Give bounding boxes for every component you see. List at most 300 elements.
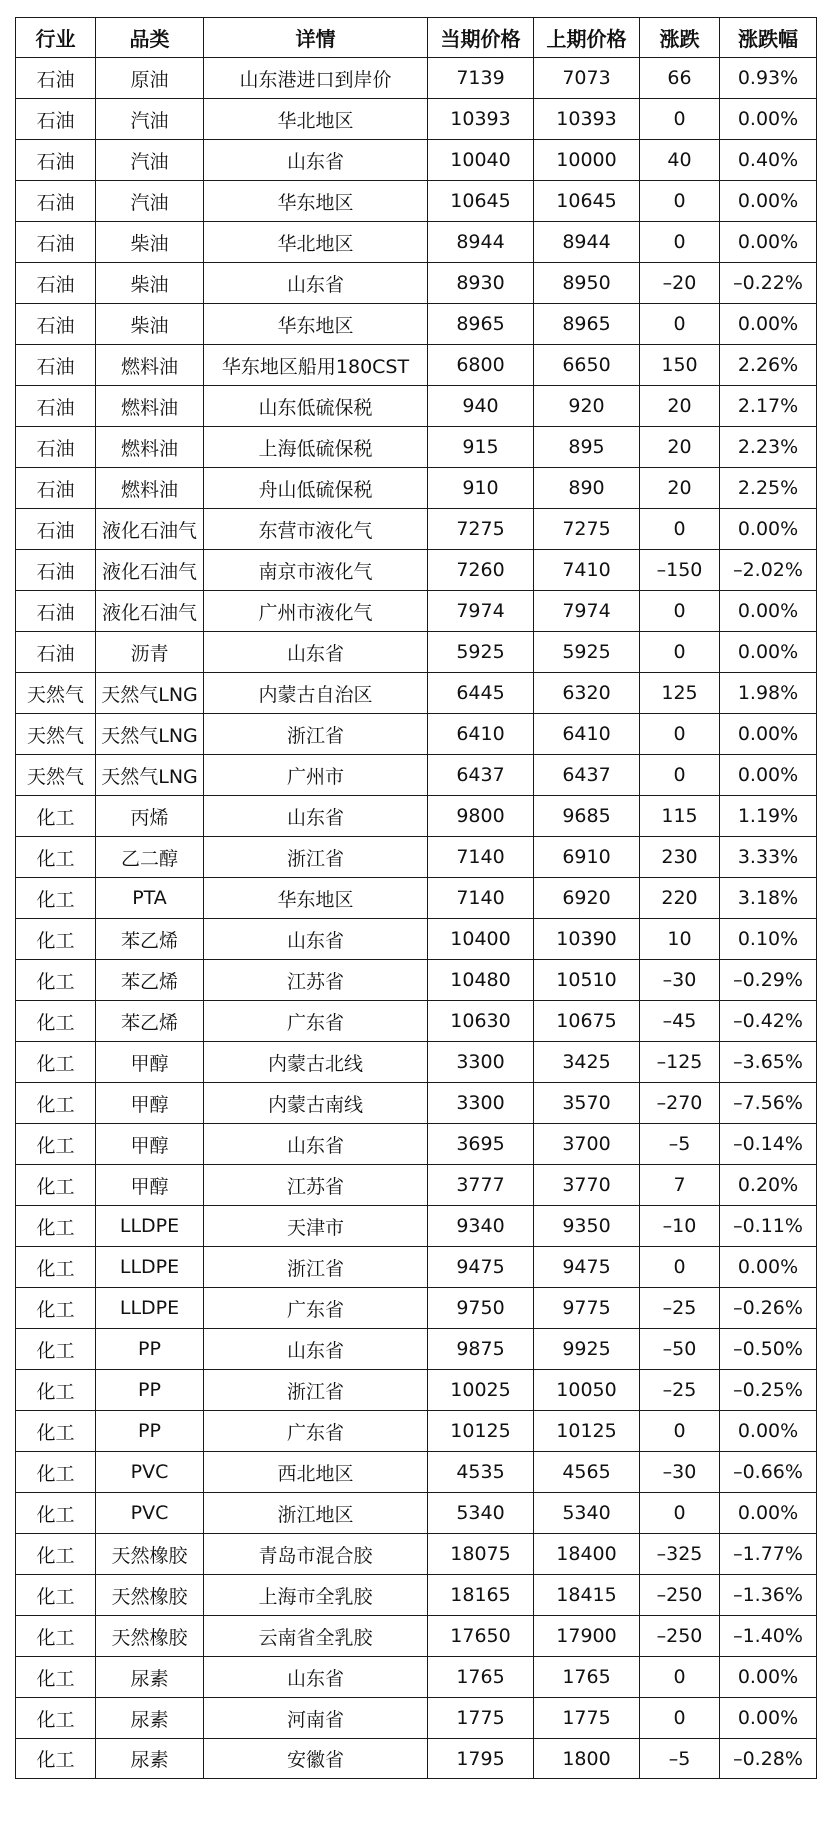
- previous-price-cell: 9685: [534, 796, 640, 837]
- change-cell: –270: [640, 1083, 720, 1124]
- table-row: [16, 1370, 817, 1411]
- detail-cell: 华东地区: [204, 304, 428, 345]
- detail-cell: 山东低硫保税: [204, 386, 428, 427]
- current-price-cell: 7974: [428, 591, 534, 632]
- table-row: [16, 263, 817, 304]
- detail-cell: 广东省: [204, 1411, 428, 1452]
- industry-cell: 化工: [16, 1534, 96, 1575]
- change-percent-cell: 0.00%: [720, 1493, 817, 1534]
- current-price-cell: 10040: [428, 140, 534, 181]
- change-percent-cell: –0.25%: [720, 1370, 817, 1411]
- category-cell: 汽油: [96, 140, 204, 181]
- change-percent-cell: 2.17%: [720, 386, 817, 427]
- industry-cell: 化工: [16, 1206, 96, 1247]
- detail-cell: 山东省: [204, 796, 428, 837]
- detail-cell: 东营市液化气: [204, 509, 428, 550]
- detail-cell: 山东省: [204, 632, 428, 673]
- previous-price-cell: 890: [534, 468, 640, 509]
- change-cell: 0: [640, 181, 720, 222]
- current-price-cell: 3777: [428, 1165, 534, 1206]
- category-cell: 柴油: [96, 304, 204, 345]
- category-cell: 天然橡胶: [96, 1534, 204, 1575]
- current-price-cell: 4535: [428, 1452, 534, 1493]
- header-current-price: 当期价格: [428, 18, 534, 58]
- detail-cell: 广州市: [204, 755, 428, 796]
- change-cell: 0: [640, 222, 720, 263]
- table-row: [16, 1411, 817, 1452]
- detail-cell: 上海低硫保税: [204, 427, 428, 468]
- previous-price-cell: 10645: [534, 181, 640, 222]
- industry-cell: 石油: [16, 304, 96, 345]
- category-cell: 液化石油气: [96, 509, 204, 550]
- detail-cell: 安徽省: [204, 1739, 428, 1779]
- header-previous-price: 上期价格: [534, 18, 640, 58]
- change-cell: 10: [640, 919, 720, 960]
- change-cell: –10: [640, 1206, 720, 1247]
- category-cell: 燃料油: [96, 427, 204, 468]
- previous-price-cell: 10510: [534, 960, 640, 1001]
- current-price-cell: 10125: [428, 1411, 534, 1452]
- previous-price-cell: 10000: [534, 140, 640, 181]
- category-cell: 天然气LNG: [96, 755, 204, 796]
- current-price-cell: 6410: [428, 714, 534, 755]
- previous-price-cell: 6920: [534, 878, 640, 919]
- category-cell: 天然气LNG: [96, 714, 204, 755]
- change-cell: 0: [640, 1493, 720, 1534]
- previous-price-cell: 10125: [534, 1411, 640, 1452]
- industry-cell: 石油: [16, 386, 96, 427]
- category-cell: PP: [96, 1370, 204, 1411]
- change-percent-cell: 2.25%: [720, 468, 817, 509]
- current-price-cell: 915: [428, 427, 534, 468]
- category-cell: 尿素: [96, 1698, 204, 1739]
- current-price-cell: 3695: [428, 1124, 534, 1165]
- industry-cell: 化工: [16, 1288, 96, 1329]
- change-cell: –250: [640, 1616, 720, 1657]
- industry-cell: 化工: [16, 796, 96, 837]
- category-cell: LLDPE: [96, 1206, 204, 1247]
- change-percent-cell: 2.23%: [720, 427, 817, 468]
- table-row: [16, 1001, 817, 1042]
- change-percent-cell: –0.28%: [720, 1739, 817, 1779]
- detail-cell: 南京市液化气: [204, 550, 428, 591]
- change-cell: –250: [640, 1575, 720, 1616]
- change-cell: 0: [640, 591, 720, 632]
- industry-cell: 化工: [16, 1616, 96, 1657]
- category-cell: 苯乙烯: [96, 1001, 204, 1042]
- detail-cell: 内蒙古自治区: [204, 673, 428, 714]
- change-percent-cell: 1.98%: [720, 673, 817, 714]
- category-cell: 天然橡胶: [96, 1575, 204, 1616]
- header-row: [16, 18, 817, 58]
- change-cell: –45: [640, 1001, 720, 1042]
- current-price-cell: 910: [428, 468, 534, 509]
- change-cell: –20: [640, 263, 720, 304]
- category-cell: 燃料油: [96, 468, 204, 509]
- header-industry: 行业: [16, 18, 96, 58]
- category-cell: 柴油: [96, 222, 204, 263]
- detail-cell: 舟山低硫保税: [204, 468, 428, 509]
- category-cell: 燃料油: [96, 386, 204, 427]
- current-price-cell: 10630: [428, 1001, 534, 1042]
- change-percent-cell: 0.40%: [720, 140, 817, 181]
- change-cell: 20: [640, 386, 720, 427]
- table-header: [16, 18, 817, 58]
- previous-price-cell: 7410: [534, 550, 640, 591]
- category-cell: 液化石油气: [96, 550, 204, 591]
- industry-cell: 化工: [16, 1124, 96, 1165]
- current-price-cell: 6445: [428, 673, 534, 714]
- current-price-cell: 7140: [428, 837, 534, 878]
- previous-price-cell: 920: [534, 386, 640, 427]
- change-percent-cell: 0.00%: [720, 755, 817, 796]
- previous-price-cell: 18400: [534, 1534, 640, 1575]
- industry-cell: 天然气: [16, 714, 96, 755]
- detail-cell: 山东省: [204, 1657, 428, 1698]
- change-percent-cell: 0.20%: [720, 1165, 817, 1206]
- detail-cell: 内蒙古北线: [204, 1042, 428, 1083]
- previous-price-cell: 5340: [534, 1493, 640, 1534]
- table-row: [16, 1288, 817, 1329]
- previous-price-cell: 10390: [534, 919, 640, 960]
- category-cell: 汽油: [96, 181, 204, 222]
- table-row: [16, 1083, 817, 1124]
- category-cell: 甲醇: [96, 1124, 204, 1165]
- detail-cell: 青岛市混合胶: [204, 1534, 428, 1575]
- previous-price-cell: 8965: [534, 304, 640, 345]
- previous-price-cell: 17900: [534, 1616, 640, 1657]
- category-cell: 丙烯: [96, 796, 204, 837]
- current-price-cell: 9340: [428, 1206, 534, 1247]
- table-row: [16, 1452, 817, 1493]
- header-change: 涨跌: [640, 18, 720, 58]
- category-cell: PTA: [96, 878, 204, 919]
- change-cell: 40: [640, 140, 720, 181]
- detail-cell: 广东省: [204, 1288, 428, 1329]
- detail-cell: 华东地区: [204, 181, 428, 222]
- change-cell: 0: [640, 1247, 720, 1288]
- detail-cell: 内蒙古南线: [204, 1083, 428, 1124]
- table-body: [16, 58, 817, 1779]
- table-row: [16, 140, 817, 181]
- current-price-cell: 18075: [428, 1534, 534, 1575]
- current-price-cell: 7260: [428, 550, 534, 591]
- detail-cell: 浙江省: [204, 837, 428, 878]
- industry-cell: 化工: [16, 1370, 96, 1411]
- current-price-cell: 3300: [428, 1083, 534, 1124]
- category-cell: 燃料油: [96, 345, 204, 386]
- category-cell: 尿素: [96, 1657, 204, 1698]
- change-percent-cell: –0.22%: [720, 263, 817, 304]
- previous-price-cell: 7974: [534, 591, 640, 632]
- change-cell: –125: [640, 1042, 720, 1083]
- table-row: [16, 222, 817, 263]
- industry-cell: 化工: [16, 919, 96, 960]
- change-percent-cell: 0.00%: [720, 304, 817, 345]
- table-row: [16, 1247, 817, 1288]
- previous-price-cell: 3700: [534, 1124, 640, 1165]
- industry-cell: 化工: [16, 1657, 96, 1698]
- industry-cell: 天然气: [16, 673, 96, 714]
- change-percent-cell: 0.00%: [720, 632, 817, 673]
- change-percent-cell: 0.00%: [720, 714, 817, 755]
- detail-cell: 江苏省: [204, 1165, 428, 1206]
- change-cell: 0: [640, 1657, 720, 1698]
- table-row: [16, 509, 817, 550]
- change-percent-cell: –0.11%: [720, 1206, 817, 1247]
- change-percent-cell: 0.00%: [720, 222, 817, 263]
- table-row: [16, 345, 817, 386]
- price-table: [15, 17, 817, 1779]
- detail-cell: 华东地区: [204, 878, 428, 919]
- detail-cell: 河南省: [204, 1698, 428, 1739]
- change-percent-cell: 0.00%: [720, 1698, 817, 1739]
- previous-price-cell: 5925: [534, 632, 640, 673]
- industry-cell: 化工: [16, 1575, 96, 1616]
- header-category: 品类: [96, 18, 204, 58]
- industry-cell: 石油: [16, 509, 96, 550]
- change-percent-cell: –7.56%: [720, 1083, 817, 1124]
- current-price-cell: 6800: [428, 345, 534, 386]
- change-cell: –30: [640, 1452, 720, 1493]
- previous-price-cell: 6437: [534, 755, 640, 796]
- detail-cell: 云南省全乳胶: [204, 1616, 428, 1657]
- table-row: [16, 755, 817, 796]
- current-price-cell: 3300: [428, 1042, 534, 1083]
- change-cell: 0: [640, 1411, 720, 1452]
- change-percent-cell: –1.77%: [720, 1534, 817, 1575]
- category-cell: 汽油: [96, 99, 204, 140]
- change-cell: 0: [640, 1698, 720, 1739]
- category-cell: 苯乙烯: [96, 960, 204, 1001]
- current-price-cell: 9800: [428, 796, 534, 837]
- table-row: [16, 919, 817, 960]
- change-percent-cell: –3.65%: [720, 1042, 817, 1083]
- change-percent-cell: 3.33%: [720, 837, 817, 878]
- table-row: [16, 468, 817, 509]
- change-percent-cell: –0.50%: [720, 1329, 817, 1370]
- industry-cell: 石油: [16, 58, 96, 99]
- detail-cell: 浙江省: [204, 1247, 428, 1288]
- current-price-cell: 940: [428, 386, 534, 427]
- change-percent-cell: –1.40%: [720, 1616, 817, 1657]
- table-row: [16, 181, 817, 222]
- change-percent-cell: 0.10%: [720, 919, 817, 960]
- change-cell: –5: [640, 1739, 720, 1779]
- change-cell: 20: [640, 468, 720, 509]
- current-price-cell: 10480: [428, 960, 534, 1001]
- change-cell: 0: [640, 755, 720, 796]
- change-cell: 125: [640, 673, 720, 714]
- detail-cell: 天津市: [204, 1206, 428, 1247]
- industry-cell: 石油: [16, 427, 96, 468]
- table-row: [16, 550, 817, 591]
- table-row: [16, 1329, 817, 1370]
- change-cell: 0: [640, 509, 720, 550]
- change-percent-cell: –0.14%: [720, 1124, 817, 1165]
- table-row: [16, 632, 817, 673]
- category-cell: 尿素: [96, 1739, 204, 1779]
- detail-cell: 浙江地区: [204, 1493, 428, 1534]
- industry-cell: 化工: [16, 1001, 96, 1042]
- change-percent-cell: 0.00%: [720, 591, 817, 632]
- current-price-cell: 18165: [428, 1575, 534, 1616]
- category-cell: LLDPE: [96, 1247, 204, 1288]
- category-cell: 天然气LNG: [96, 673, 204, 714]
- table-row: [16, 1042, 817, 1083]
- industry-cell: 天然气: [16, 755, 96, 796]
- change-percent-cell: –0.42%: [720, 1001, 817, 1042]
- detail-cell: 山东省: [204, 1329, 428, 1370]
- category-cell: PP: [96, 1411, 204, 1452]
- industry-cell: 石油: [16, 181, 96, 222]
- current-price-cell: 1775: [428, 1698, 534, 1739]
- previous-price-cell: 9925: [534, 1329, 640, 1370]
- table-row: [16, 878, 817, 919]
- table-row: [16, 1616, 817, 1657]
- industry-cell: 化工: [16, 1083, 96, 1124]
- previous-price-cell: 18415: [534, 1575, 640, 1616]
- previous-price-cell: 10675: [534, 1001, 640, 1042]
- industry-cell: 化工: [16, 1247, 96, 1288]
- previous-price-cell: 9350: [534, 1206, 640, 1247]
- change-cell: –150: [640, 550, 720, 591]
- detail-cell: 山东省: [204, 1124, 428, 1165]
- current-price-cell: 5925: [428, 632, 534, 673]
- current-price-cell: 7275: [428, 509, 534, 550]
- category-cell: 甲醇: [96, 1083, 204, 1124]
- category-cell: 天然橡胶: [96, 1616, 204, 1657]
- change-cell: –5: [640, 1124, 720, 1165]
- change-percent-cell: 2.26%: [720, 345, 817, 386]
- current-price-cell: 10393: [428, 99, 534, 140]
- current-price-cell: 9750: [428, 1288, 534, 1329]
- category-cell: 甲醇: [96, 1042, 204, 1083]
- industry-cell: 石油: [16, 550, 96, 591]
- change-cell: –25: [640, 1288, 720, 1329]
- current-price-cell: 7140: [428, 878, 534, 919]
- table-row: [16, 673, 817, 714]
- change-percent-cell: 0.00%: [720, 1247, 817, 1288]
- current-price-cell: 8930: [428, 263, 534, 304]
- previous-price-cell: 1800: [534, 1739, 640, 1779]
- table-row: [16, 99, 817, 140]
- change-cell: 115: [640, 796, 720, 837]
- previous-price-cell: 6910: [534, 837, 640, 878]
- current-price-cell: 17650: [428, 1616, 534, 1657]
- previous-price-cell: 895: [534, 427, 640, 468]
- detail-cell: 山东省: [204, 919, 428, 960]
- current-price-cell: 10645: [428, 181, 534, 222]
- table-row: [16, 1206, 817, 1247]
- current-price-cell: 10400: [428, 919, 534, 960]
- category-cell: 原油: [96, 58, 204, 99]
- change-percent-cell: 0.00%: [720, 181, 817, 222]
- previous-price-cell: 10393: [534, 99, 640, 140]
- detail-cell: 江苏省: [204, 960, 428, 1001]
- change-cell: –50: [640, 1329, 720, 1370]
- change-percent-cell: 0.93%: [720, 58, 817, 99]
- change-percent-cell: –0.66%: [720, 1452, 817, 1493]
- detail-cell: 华东地区船用180CST: [204, 345, 428, 386]
- detail-cell: 华北地区: [204, 222, 428, 263]
- category-cell: PVC: [96, 1493, 204, 1534]
- current-price-cell: 5340: [428, 1493, 534, 1534]
- category-cell: 苯乙烯: [96, 919, 204, 960]
- change-percent-cell: 0.00%: [720, 99, 817, 140]
- current-price-cell: 9475: [428, 1247, 534, 1288]
- category-cell: LLDPE: [96, 1288, 204, 1329]
- change-cell: 20: [640, 427, 720, 468]
- industry-cell: 石油: [16, 222, 96, 263]
- industry-cell: 石油: [16, 263, 96, 304]
- change-cell: 220: [640, 878, 720, 919]
- change-percent-cell: –0.29%: [720, 960, 817, 1001]
- previous-price-cell: 9475: [534, 1247, 640, 1288]
- category-cell: 乙二醇: [96, 837, 204, 878]
- current-price-cell: 7139: [428, 58, 534, 99]
- industry-cell: 化工: [16, 1165, 96, 1206]
- detail-cell: 广东省: [204, 1001, 428, 1042]
- previous-price-cell: 1775: [534, 1698, 640, 1739]
- table-row: [16, 1534, 817, 1575]
- table-row: [16, 1739, 817, 1779]
- current-price-cell: 8965: [428, 304, 534, 345]
- detail-cell: 浙江省: [204, 1370, 428, 1411]
- change-percent-cell: 1.19%: [720, 796, 817, 837]
- table-row: [16, 714, 817, 755]
- change-cell: –30: [640, 960, 720, 1001]
- category-cell: 甲醇: [96, 1165, 204, 1206]
- previous-price-cell: 3425: [534, 1042, 640, 1083]
- detail-cell: 浙江省: [204, 714, 428, 755]
- change-percent-cell: –1.36%: [720, 1575, 817, 1616]
- industry-cell: 石油: [16, 345, 96, 386]
- previous-price-cell: 6320: [534, 673, 640, 714]
- header-detail: 详情: [204, 18, 428, 58]
- previous-price-cell: 7275: [534, 509, 640, 550]
- category-cell: PVC: [96, 1452, 204, 1493]
- category-cell: 液化石油气: [96, 591, 204, 632]
- previous-price-cell: 3570: [534, 1083, 640, 1124]
- change-cell: 7: [640, 1165, 720, 1206]
- change-percent-cell: 0.00%: [720, 509, 817, 550]
- detail-cell: 广州市液化气: [204, 591, 428, 632]
- detail-cell: 山东省: [204, 140, 428, 181]
- change-percent-cell: 0.00%: [720, 1657, 817, 1698]
- header-change-percent: 涨跌幅: [720, 18, 817, 58]
- table-row: [16, 1124, 817, 1165]
- industry-cell: 化工: [16, 878, 96, 919]
- change-cell: 0: [640, 304, 720, 345]
- previous-price-cell: 4565: [534, 1452, 640, 1493]
- previous-price-cell: 10050: [534, 1370, 640, 1411]
- change-cell: 230: [640, 837, 720, 878]
- change-cell: –325: [640, 1534, 720, 1575]
- previous-price-cell: 1765: [534, 1657, 640, 1698]
- price-table-container: [15, 17, 816, 1779]
- table-row: [16, 1165, 817, 1206]
- change-cell: 0: [640, 632, 720, 673]
- table-row: [16, 1493, 817, 1534]
- previous-price-cell: 8944: [534, 222, 640, 263]
- previous-price-cell: 6650: [534, 345, 640, 386]
- table-row: [16, 1575, 817, 1616]
- change-percent-cell: 0.00%: [720, 1411, 817, 1452]
- industry-cell: 石油: [16, 140, 96, 181]
- table-row: [16, 58, 817, 99]
- category-cell: 柴油: [96, 263, 204, 304]
